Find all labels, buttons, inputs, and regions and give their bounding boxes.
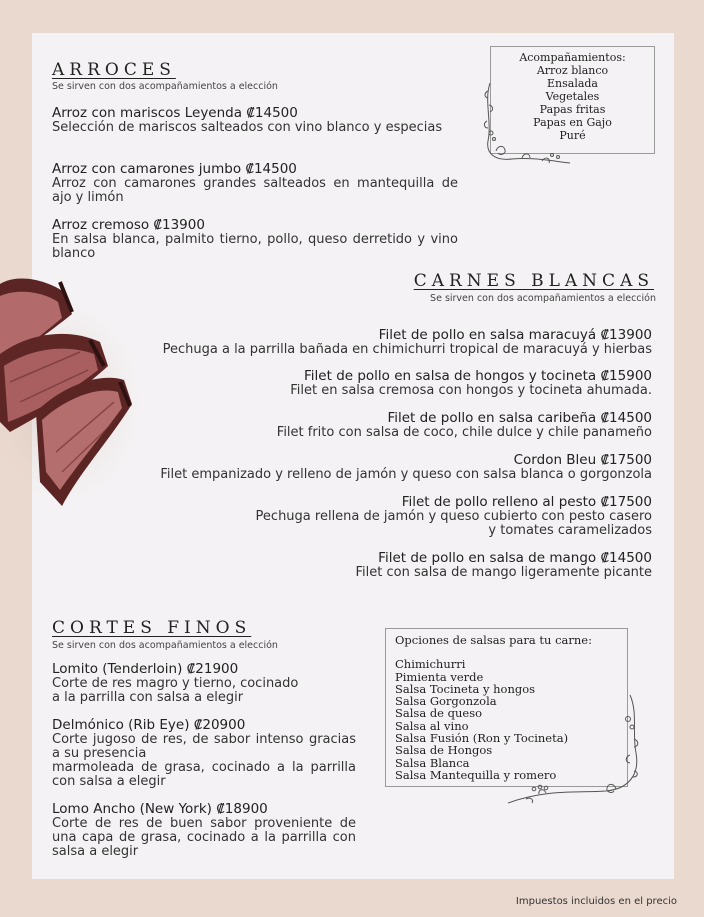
- item-name: Lomo Ancho (New York) ₡18900: [52, 801, 268, 817]
- arroces-subtitle: Se sirven con dos acompañamientos a elección: [52, 81, 278, 92]
- menu-item: [92, 551, 652, 580]
- item-name: Arroz con camarones jumbo ₡14500: [52, 161, 297, 177]
- floral-ornament-icon: [482, 81, 574, 167]
- acompanamientos-title: Acompañamientos:: [519, 51, 626, 64]
- menu-item: [92, 495, 652, 538]
- item-desc: a la parrilla con salsa a elegir: [52, 690, 244, 705]
- menu-item: [52, 718, 356, 789]
- item-name: Filet de pollo relleno al pesto ₡17500: [401, 494, 652, 510]
- menu-item: [52, 218, 458, 261]
- item-desc: Filet en salsa cremosa con hongos y tocineta ahumada.: [290, 383, 652, 398]
- menu-item: [52, 106, 458, 135]
- menu-item: [72, 453, 652, 482]
- item-desc: Pechuga rellena de jamón y queso cubierto con pesto casero: [255, 509, 652, 524]
- item-name: Cordon Bleu ₡17500: [513, 452, 652, 468]
- salsa-item: Salsa de queso: [395, 706, 483, 721]
- item-desc: En salsa blanca, palmito tierno, pollo, queso derretido y vino blanco: [52, 232, 458, 261]
- footer-note: Impuestos incluidos en el precio: [515, 896, 677, 907]
- item-name: Filet de pollo en salsa maracuyá ₡13900: [378, 327, 652, 343]
- acompanamiento-item: Arroz blanco: [536, 64, 609, 77]
- item-name: Filet de pollo en salsa de mango ₡14500: [378, 550, 652, 566]
- acompanamiento-item: Papas en Gajo: [533, 116, 612, 129]
- salsa-item: Salsa al vino: [395, 718, 469, 733]
- salsa-item: Salsa Gorgonzola: [395, 694, 497, 709]
- salsa-item: Salsa Blanca: [395, 755, 470, 770]
- menu-item: [92, 411, 652, 440]
- acompanamiento-item: Vegetales: [545, 90, 600, 103]
- item-name: Arroz con mariscos Leyenda ₡14500: [52, 105, 298, 121]
- item-desc: Pechuga a la parrilla bañada en chimichurri tropical de maracuyá y hierbas: [162, 342, 652, 357]
- salsas-title: Opciones de salsas para tu carne:: [395, 633, 592, 647]
- item-desc: Corte jugoso de res, de sabor intenso gracias a su presencia: [52, 732, 356, 761]
- item-desc: Selección de mariscos salteados con vino blanco y especias: [52, 120, 443, 135]
- salsa-item: Chimichurri: [395, 657, 466, 672]
- item-desc: Filet frito con salsa de coco, chile dulce y chile panameño: [276, 425, 652, 440]
- salsa-item: Salsa Fusión (Ron y Tocineta): [395, 731, 569, 746]
- salsa-item: Salsa Mantequilla y romero: [395, 767, 557, 782]
- menu-item: [52, 162, 458, 205]
- menu-item: [92, 369, 652, 398]
- salsa-item: Salsa de Hongos: [395, 743, 493, 758]
- item-desc: marmoleada de grasa, cocinado a la parrilla con salsa a elegir: [52, 760, 356, 789]
- menu-item: [52, 662, 356, 705]
- carnes-blancas-title: CARNES BLANCAS: [413, 271, 654, 291]
- cortes-finos-title: CORTES FINOS: [52, 618, 252, 638]
- item-desc: Arroz con camarones grandes salteados en mantequilla de ajo y limón: [52, 176, 458, 205]
- item-desc: Filet con salsa de mango ligeramente picante: [355, 565, 652, 580]
- item-name: Arroz cremoso ₡13900: [52, 217, 205, 233]
- arroces-title: ARROCES: [52, 60, 176, 80]
- acompanamiento-item: Papas fritas: [539, 103, 606, 116]
- item-desc: Filet empanizado y relleno de jamón y queso con salsa blanca o gorgonzola: [160, 467, 652, 482]
- salsa-item: Pimienta verde: [395, 669, 484, 684]
- item-desc: Corte de res de buen sabor proveniente de una capa de grasa, cocinado a la parrilla con salsa a elegir: [52, 816, 356, 859]
- floral-ornament-icon: [506, 693, 642, 805]
- item-name: Filet de pollo en salsa de hongos y tocineta ₡15900: [304, 368, 652, 384]
- salsa-item: Salsa Tocineta y hongos: [395, 681, 536, 696]
- acompanamiento-item: Puré: [559, 129, 586, 142]
- menu-item: [92, 328, 652, 357]
- item-name: Lomito (Tenderloin) ₡21900: [52, 661, 239, 677]
- item-name: Delmónico (Rib Eye) ₡20900: [52, 717, 246, 733]
- cortes-finos-subtitle: Se sirven con dos acompañamientos a elección: [52, 640, 278, 651]
- steak-image: [0, 262, 140, 512]
- item-desc: y tomates caramelizados: [488, 523, 652, 538]
- item-desc: Corte de res magro y tierno, cocinado: [52, 676, 299, 691]
- item-name: Filet de pollo en salsa caribeña ₡14500: [387, 410, 652, 426]
- acompanamiento-item: Ensalada: [547, 77, 598, 90]
- menu-item: [52, 802, 356, 859]
- carnes-blancas-subtitle: Se sirven con dos acompañamientos a elección: [430, 293, 656, 304]
